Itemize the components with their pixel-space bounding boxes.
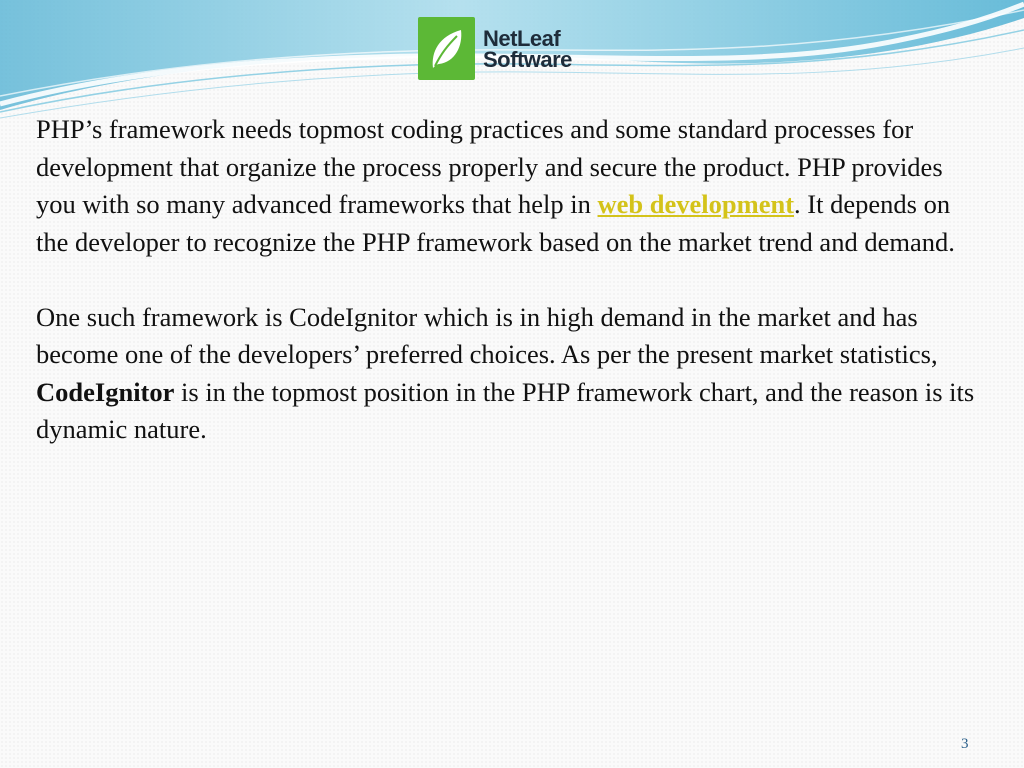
paragraph-1-text-a: PHP’s framework needs topmost coding practices and some standard processes for development that organize the process properly and secure the product. PHP provides you with so many advanced frameworks that help in bbox=[36, 114, 943, 219]
paragraph-2 bbox=[36, 299, 986, 449]
logo-line-1: NetLeaf bbox=[483, 25, 561, 51]
paragraph-1-text-b: . It depends on the developer to recognize the PHP framework based on the market trend and demand. bbox=[36, 189, 955, 257]
paragraph-2-text-b: is in the topmost position in the PHP framework chart, and the reason is its dynamic nature. bbox=[36, 376, 975, 444]
leaf-icon bbox=[418, 17, 475, 80]
logo-wordmark bbox=[483, 25, 572, 72]
paragraph-2-text-a: One such framework is CodeIgnitor which is in high demand in the market and has become one of the developers’ preferred choices. As per the present market statistics, bbox=[36, 301, 938, 369]
page-number: 3 bbox=[961, 736, 969, 752]
slide-body bbox=[36, 111, 986, 449]
web-development-link[interactable]: web development bbox=[597, 189, 795, 219]
paragraph-1 bbox=[36, 111, 986, 261]
logo-line-2: Software bbox=[483, 46, 572, 72]
codeignitor-bold: CodeIgnitor bbox=[36, 376, 175, 407]
netleaf-logo bbox=[418, 17, 572, 80]
